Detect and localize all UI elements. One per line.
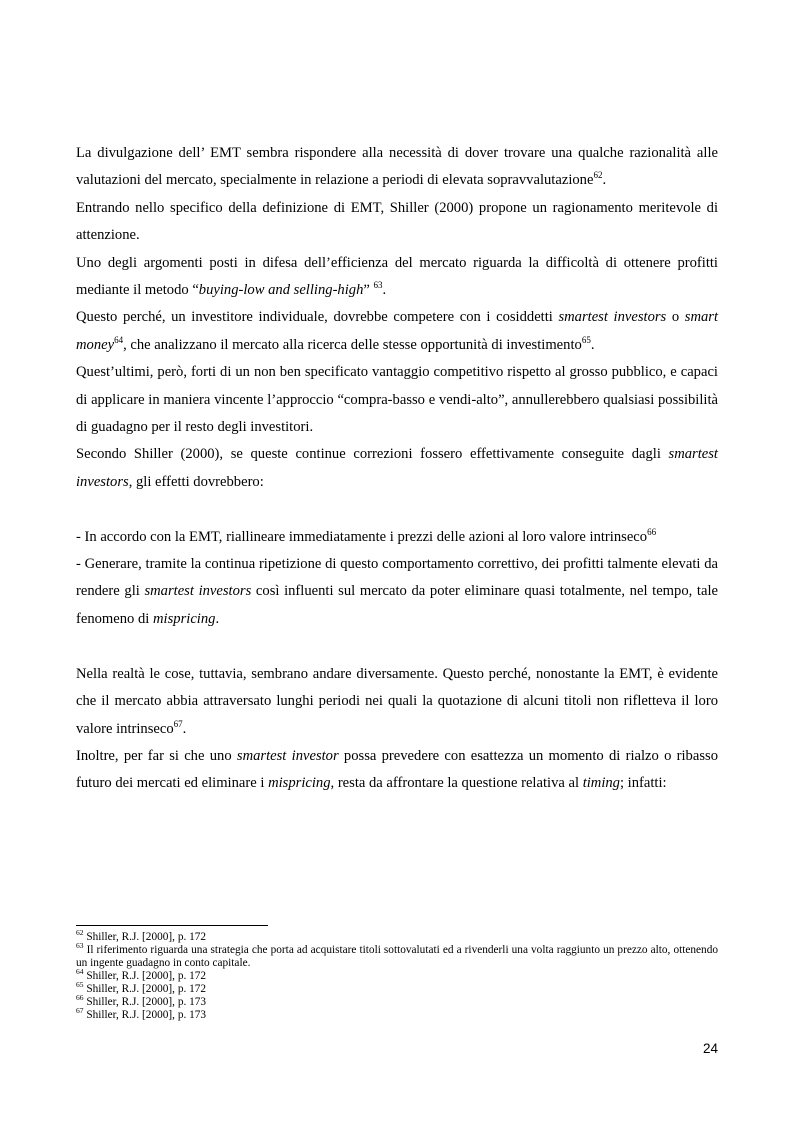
paragraph-4: Questo perché, un investitore individuale, dovrebbe competere con i cosiddetti smartest investors o smart money$^{64}$, che analizzano il mercato alla ricerca delle stesse opportunità di investimento$^{65}$.: [76, 309, 719, 353]
footnote: $^{66}$ Shiller, R.J. [2000], p. 173: [76, 993, 207, 1008]
paragraph-6: Secondo Shiller (2000), se queste continue correzioni fossero effettivamente conseguite dagli smartest investors, gli effetti dovrebbero:: [76, 446, 718, 490]
paragraph-7: Nella realtà le cose, tuttavia, sembrano andare diversamente. Questo perché, nonostante la EMT, è evidente che il mercato abbia attraversato lunghi periodi nei quali la quotazione di alcuni titoli non rifletteva il loro valore intrinseco$^{67}$.: [76, 665, 718, 737]
body-text: [76, 140, 718, 798]
paragraph-1: La divulgazione dell’ EMT sembra rispondere alla necessità di dover trovare una qualche razionalità alle valutazioni del mercato, specialmente in relazione a periodi di elevata sopravvalutazione$^{62}$.: [76, 145, 718, 189]
footnote: $^{65}$ Shiller, R.J. [2000], p. 172: [76, 980, 207, 995]
spacer: [76, 633, 718, 660]
paragraph-3: Uno degli argomenti posti in difesa dell’efficienza del mercato riguarda la difficoltà di ottenere profitti mediante il metodo “buying-low and selling-high” $^{63}$.: [76, 254, 718, 299]
footnote-ref-63: 63: [373, 280, 383, 291]
footnote-ref-65: 65: [581, 334, 591, 345]
footnote: $^{62}$ Shiller, R.J. [2000], p. 172: [76, 928, 207, 943]
paragraph-8: Inoltre, per far si che uno smartest investor possa prevedere con esattezza un momento di rialzo o ribasso futuro dei mercati ed eliminare i mispricing, resta da affrontare la questione relativa al timing; infatti:: [76, 747, 718, 792]
footnote: $^{64}$ Shiller, R.J. [2000], p. 172: [76, 967, 207, 982]
list-item-2: - Generare, tramite la continua ripetizione di questo comportamento correttivo, dei profitti talmente elevati da rendere gli smartest investors così influenti sul mercato da poter eliminare quasi totalmente, nel tempo, tale fenomeno di mispricing.: [76, 556, 718, 627]
footnotes: [76, 928, 718, 1022]
footnote: $^{67}$ Shiller, R.J. [2000], p. 173: [76, 1006, 207, 1021]
paragraph-5: Quest’ultimi, però, forti di un non ben specificato vantaggio competitivo rispetto al grosso pubblico, e capaci di applicare in maniera vincente l’approccio “compra-basso e vendi-alto”, annullerebbero qualsiasi possibilità di guadagno per il resto degli investitori.: [76, 364, 718, 436]
page-number: 24: [702, 1041, 718, 1056]
list-item-1: - In accordo con la EMT, riallineare immediatamente i prezzi delle azioni al loro valore intrinseco$^{66}$: [76, 526, 657, 545]
spacer: [76, 496, 718, 523]
footnote: $^{63}$ Il riferimento riguarda una strategia che porta ad acquistare titoli sottovalutati ed a rivenderli una volta raggiunto un prezzo alto, ottenendo un ingente guadagno in conto capitale.: [76, 941, 718, 969]
footnote-ref-62: 62: [593, 170, 603, 181]
footnote-ref-64: 64: [114, 334, 124, 345]
footnote-ref-67: 67: [173, 718, 183, 729]
footnote-separator: [76, 925, 268, 926]
footnote-ref-66: 66: [647, 526, 657, 537]
paragraph-2: Entrando nello specifico della definizione di EMT, Shiller (2000) propone un ragionamento meritevole di attenzione.: [76, 199, 718, 244]
